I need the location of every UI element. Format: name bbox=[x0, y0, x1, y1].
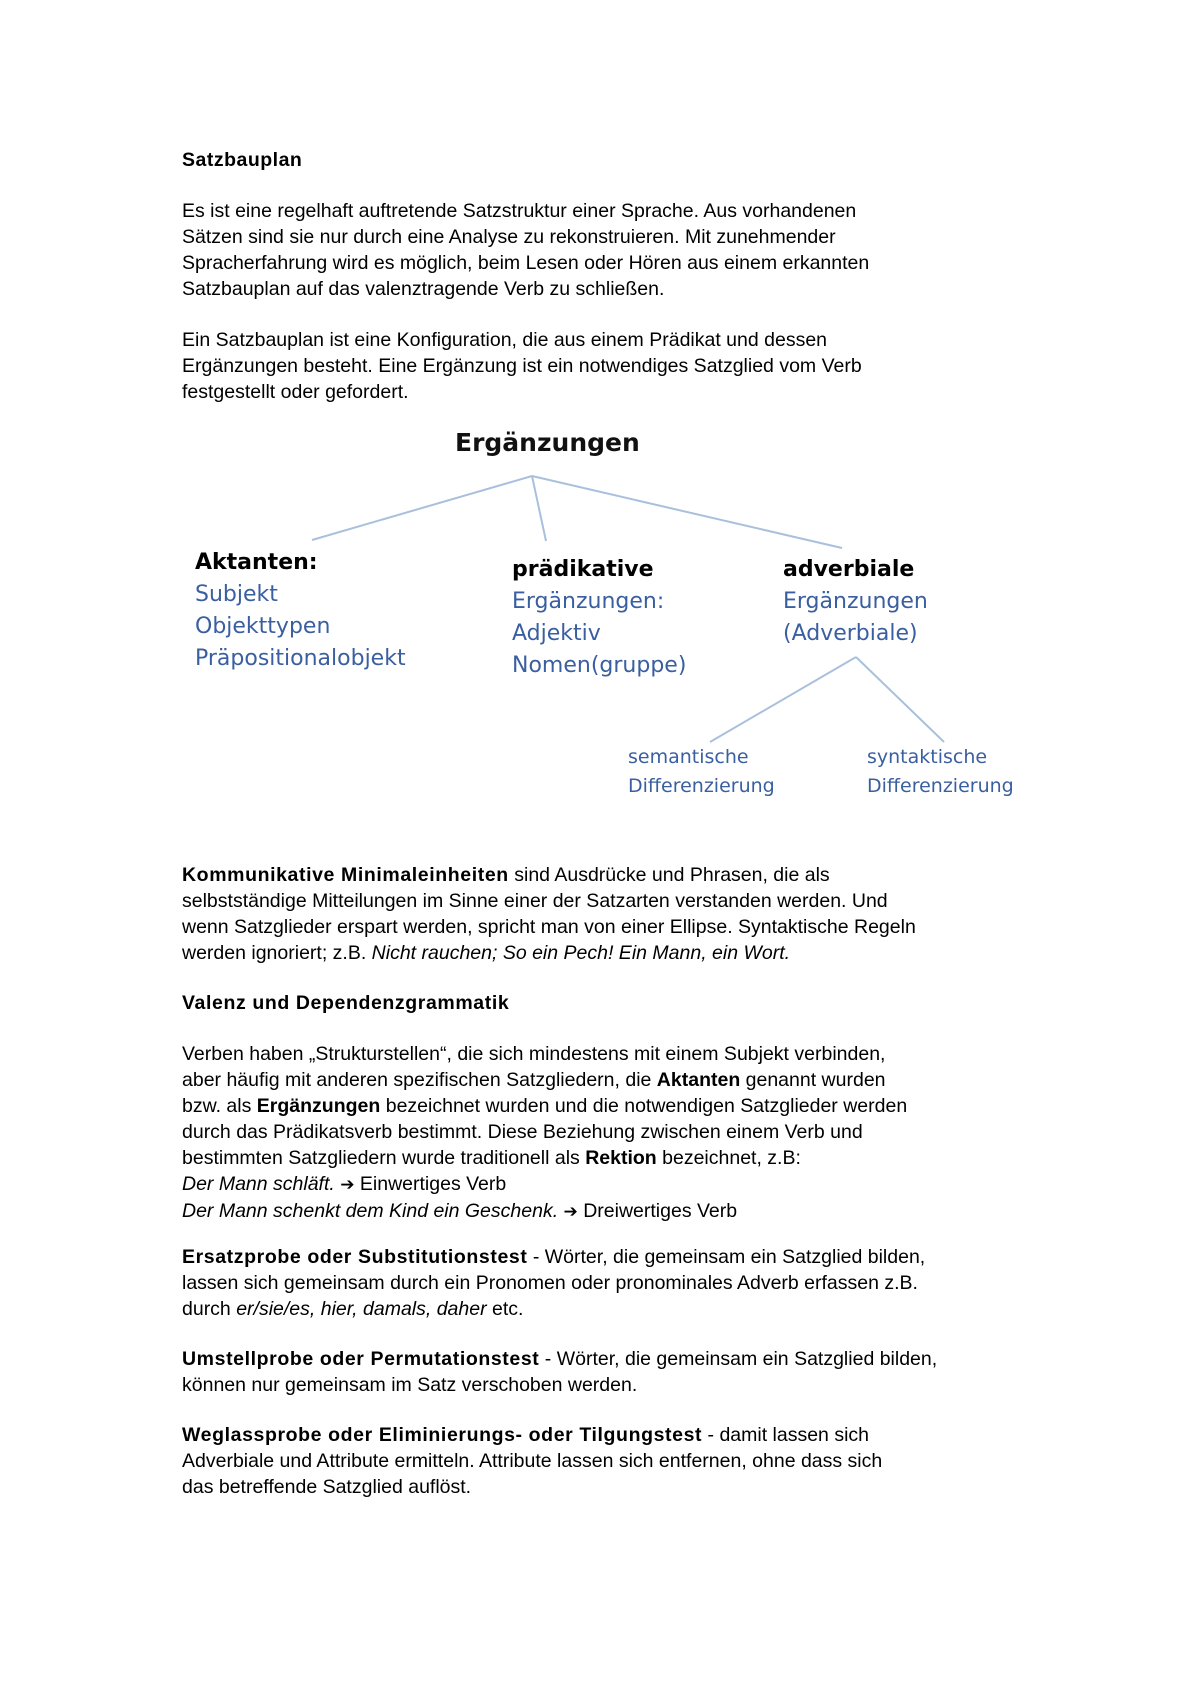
ersatzprobe-paragraph bbox=[182, 1244, 1062, 1322]
valenz-heading: Valenz und Dependenzgrammatik bbox=[182, 992, 510, 1014]
line-to-syntaktische bbox=[856, 657, 944, 742]
kommunikative-paragraph bbox=[182, 862, 1062, 966]
umstellprobe-text: - Wörter, die gemeinsam ein Satzglied bilden, können nur gemeinsam im Satz verschoben werden. bbox=[182, 1348, 938, 1396]
adverbiale-item: (Adverbiale) bbox=[783, 621, 918, 646]
semantische-line: semantische bbox=[628, 746, 749, 768]
intro-text-2: Ein Satzbauplan ist eine Konfiguration, die aus einem Prädikat und dessen Ergänzungen besteht. Eine Ergänzung ist ein notwendiges Satzglied vom Verb festgestellt oder gefordert. bbox=[182, 329, 862, 403]
weglassprobe-paragraph bbox=[182, 1422, 1062, 1500]
example-sentence: Der Mann schenkt dem Kind ein Geschenk. bbox=[182, 1200, 559, 1222]
line-to-semantische bbox=[710, 657, 856, 742]
adverbiale-item: Ergänzungen bbox=[783, 589, 928, 614]
title-block bbox=[182, 147, 1062, 173]
valenz-paragraph bbox=[182, 1041, 1062, 1225]
ersatzprobe-term: Ersatzprobe oder Substitutionstest bbox=[182, 1246, 528, 1268]
intro-paragraph-1 bbox=[182, 198, 1062, 302]
kommunikative-text: sind Ausdrücke und Phrasen, die als selbstständige Mitteilungen im Sinne einer der Satzarten verstanden werden. Und wenn Satzglieder erspart werden, spricht man von einer Ellipse. Syntaktische Regeln werden ignoriert; z.B. bbox=[182, 864, 916, 964]
weglassprobe-text: - damit lassen sich Adverbiale und Attribute ermitteln. Attribute lassen sich entfernen, ohne dass sich das betreffende Satzglied auflöst. bbox=[182, 1424, 883, 1498]
valenz-term-ergaenzungen: Ergänzungen bbox=[256, 1095, 381, 1117]
valenz-text: Verben haben „Strukturstellen“, die sich mindestens mit einem Subjekt verbinden, aber häufig mit anderen spezifischen Satzgliedern, die bbox=[182, 1043, 886, 1091]
arrow-icon: ➔ bbox=[340, 1175, 355, 1194]
syntaktische-node bbox=[867, 743, 1014, 801]
aktanten-item: Objekttypen bbox=[195, 614, 331, 639]
kommunikative-examples: Nicht rauchen; So ein Pech! Ein Mann, ein Wort. bbox=[371, 942, 791, 964]
valenz-text: bezeichnet wurden und die notwendigen Satzglieder werden durch das Prädikatsverb bestimmt. Diese Beziehung zwischen einem Verb und bestimmten Satzgliedern wurde traditionell als bbox=[182, 1095, 908, 1169]
umstellprobe-term: Umstellprobe oder Permutationstest bbox=[182, 1348, 540, 1370]
syntaktische-line: syntaktische bbox=[867, 746, 988, 768]
line-to-aktanten bbox=[312, 476, 532, 540]
ersatzprobe-text: - Wörter, die gemeinsam ein Satzglied bilden, lassen sich gemeinsam durch ein Pronomen oder pronominales Adverb erfassen z.B. durch bbox=[182, 1246, 926, 1320]
valenz-example-1 bbox=[182, 1171, 1062, 1198]
intro-paragraph-2 bbox=[182, 327, 1062, 405]
example-result: Dreiwertiges Verb bbox=[583, 1200, 738, 1222]
intro-text-1: Es ist eine regelhaft auftretende Satzstruktur einer Sprache. Aus vorhandenen Sätzen sind sie nur durch eine Analyse zu rekonstruieren. Mit zunehmender Spracherfahrung wird es möglich, beim Lesen oder Hören aus einem erkannten Satzbauplan auf das valenztragende Verb zu schließen. bbox=[182, 200, 870, 300]
aktanten-item: Präpositionalobjekt bbox=[195, 646, 406, 671]
aktanten-node bbox=[195, 547, 406, 675]
aktanten-head: Aktanten: bbox=[195, 550, 318, 575]
page-title: Satzbauplan bbox=[182, 149, 303, 171]
adverbiale-node bbox=[783, 554, 928, 650]
example-sentence: Der Mann schläft. bbox=[182, 1173, 335, 1195]
diagram-root-label: Ergänzungen bbox=[455, 428, 640, 457]
praedikative-head: prädikative bbox=[512, 557, 654, 582]
example-result: Einwertiges Verb bbox=[359, 1173, 507, 1195]
semantische-node bbox=[628, 743, 775, 801]
syntaktische-line: Differenzierung bbox=[867, 775, 1014, 797]
valenz-text: bezeichnet, z.B: bbox=[656, 1147, 801, 1169]
weglassprobe-term: Weglassprobe oder Eliminierungs- oder Tilgungstest bbox=[182, 1424, 703, 1446]
praedikative-item: Nomen(gruppe) bbox=[512, 653, 687, 678]
kommunikative-term: Kommunikative Minimaleinheiten bbox=[182, 864, 509, 886]
valenz-text: genannt wurden bzw. als bbox=[182, 1069, 886, 1117]
semantische-line: Differenzierung bbox=[628, 775, 775, 797]
adverbiale-head: adverbiale bbox=[783, 557, 915, 582]
valenz-term-rektion: Rektion bbox=[585, 1147, 657, 1169]
ersatzprobe-examples: er/sie/es, hier, damals, daher bbox=[236, 1298, 487, 1320]
arrow-icon: ➔ bbox=[563, 1202, 578, 1221]
aktanten-item: Subjekt bbox=[195, 582, 278, 607]
ergaenzungen-diagram bbox=[182, 420, 1062, 820]
ersatzprobe-tail: etc. bbox=[486, 1298, 524, 1320]
valenz-term-aktanten: Aktanten bbox=[656, 1069, 741, 1091]
praedikative-item: Adjektiv bbox=[512, 621, 601, 646]
valenz-heading-block bbox=[182, 990, 1062, 1016]
praedikative-item: Ergänzungen: bbox=[512, 589, 665, 614]
line-to-praedikative bbox=[532, 476, 546, 541]
line-to-adverbiale bbox=[532, 476, 842, 548]
valenz-example-2 bbox=[182, 1198, 1062, 1225]
umstellprobe-paragraph bbox=[182, 1346, 1062, 1398]
praedikative-node bbox=[512, 554, 686, 682]
